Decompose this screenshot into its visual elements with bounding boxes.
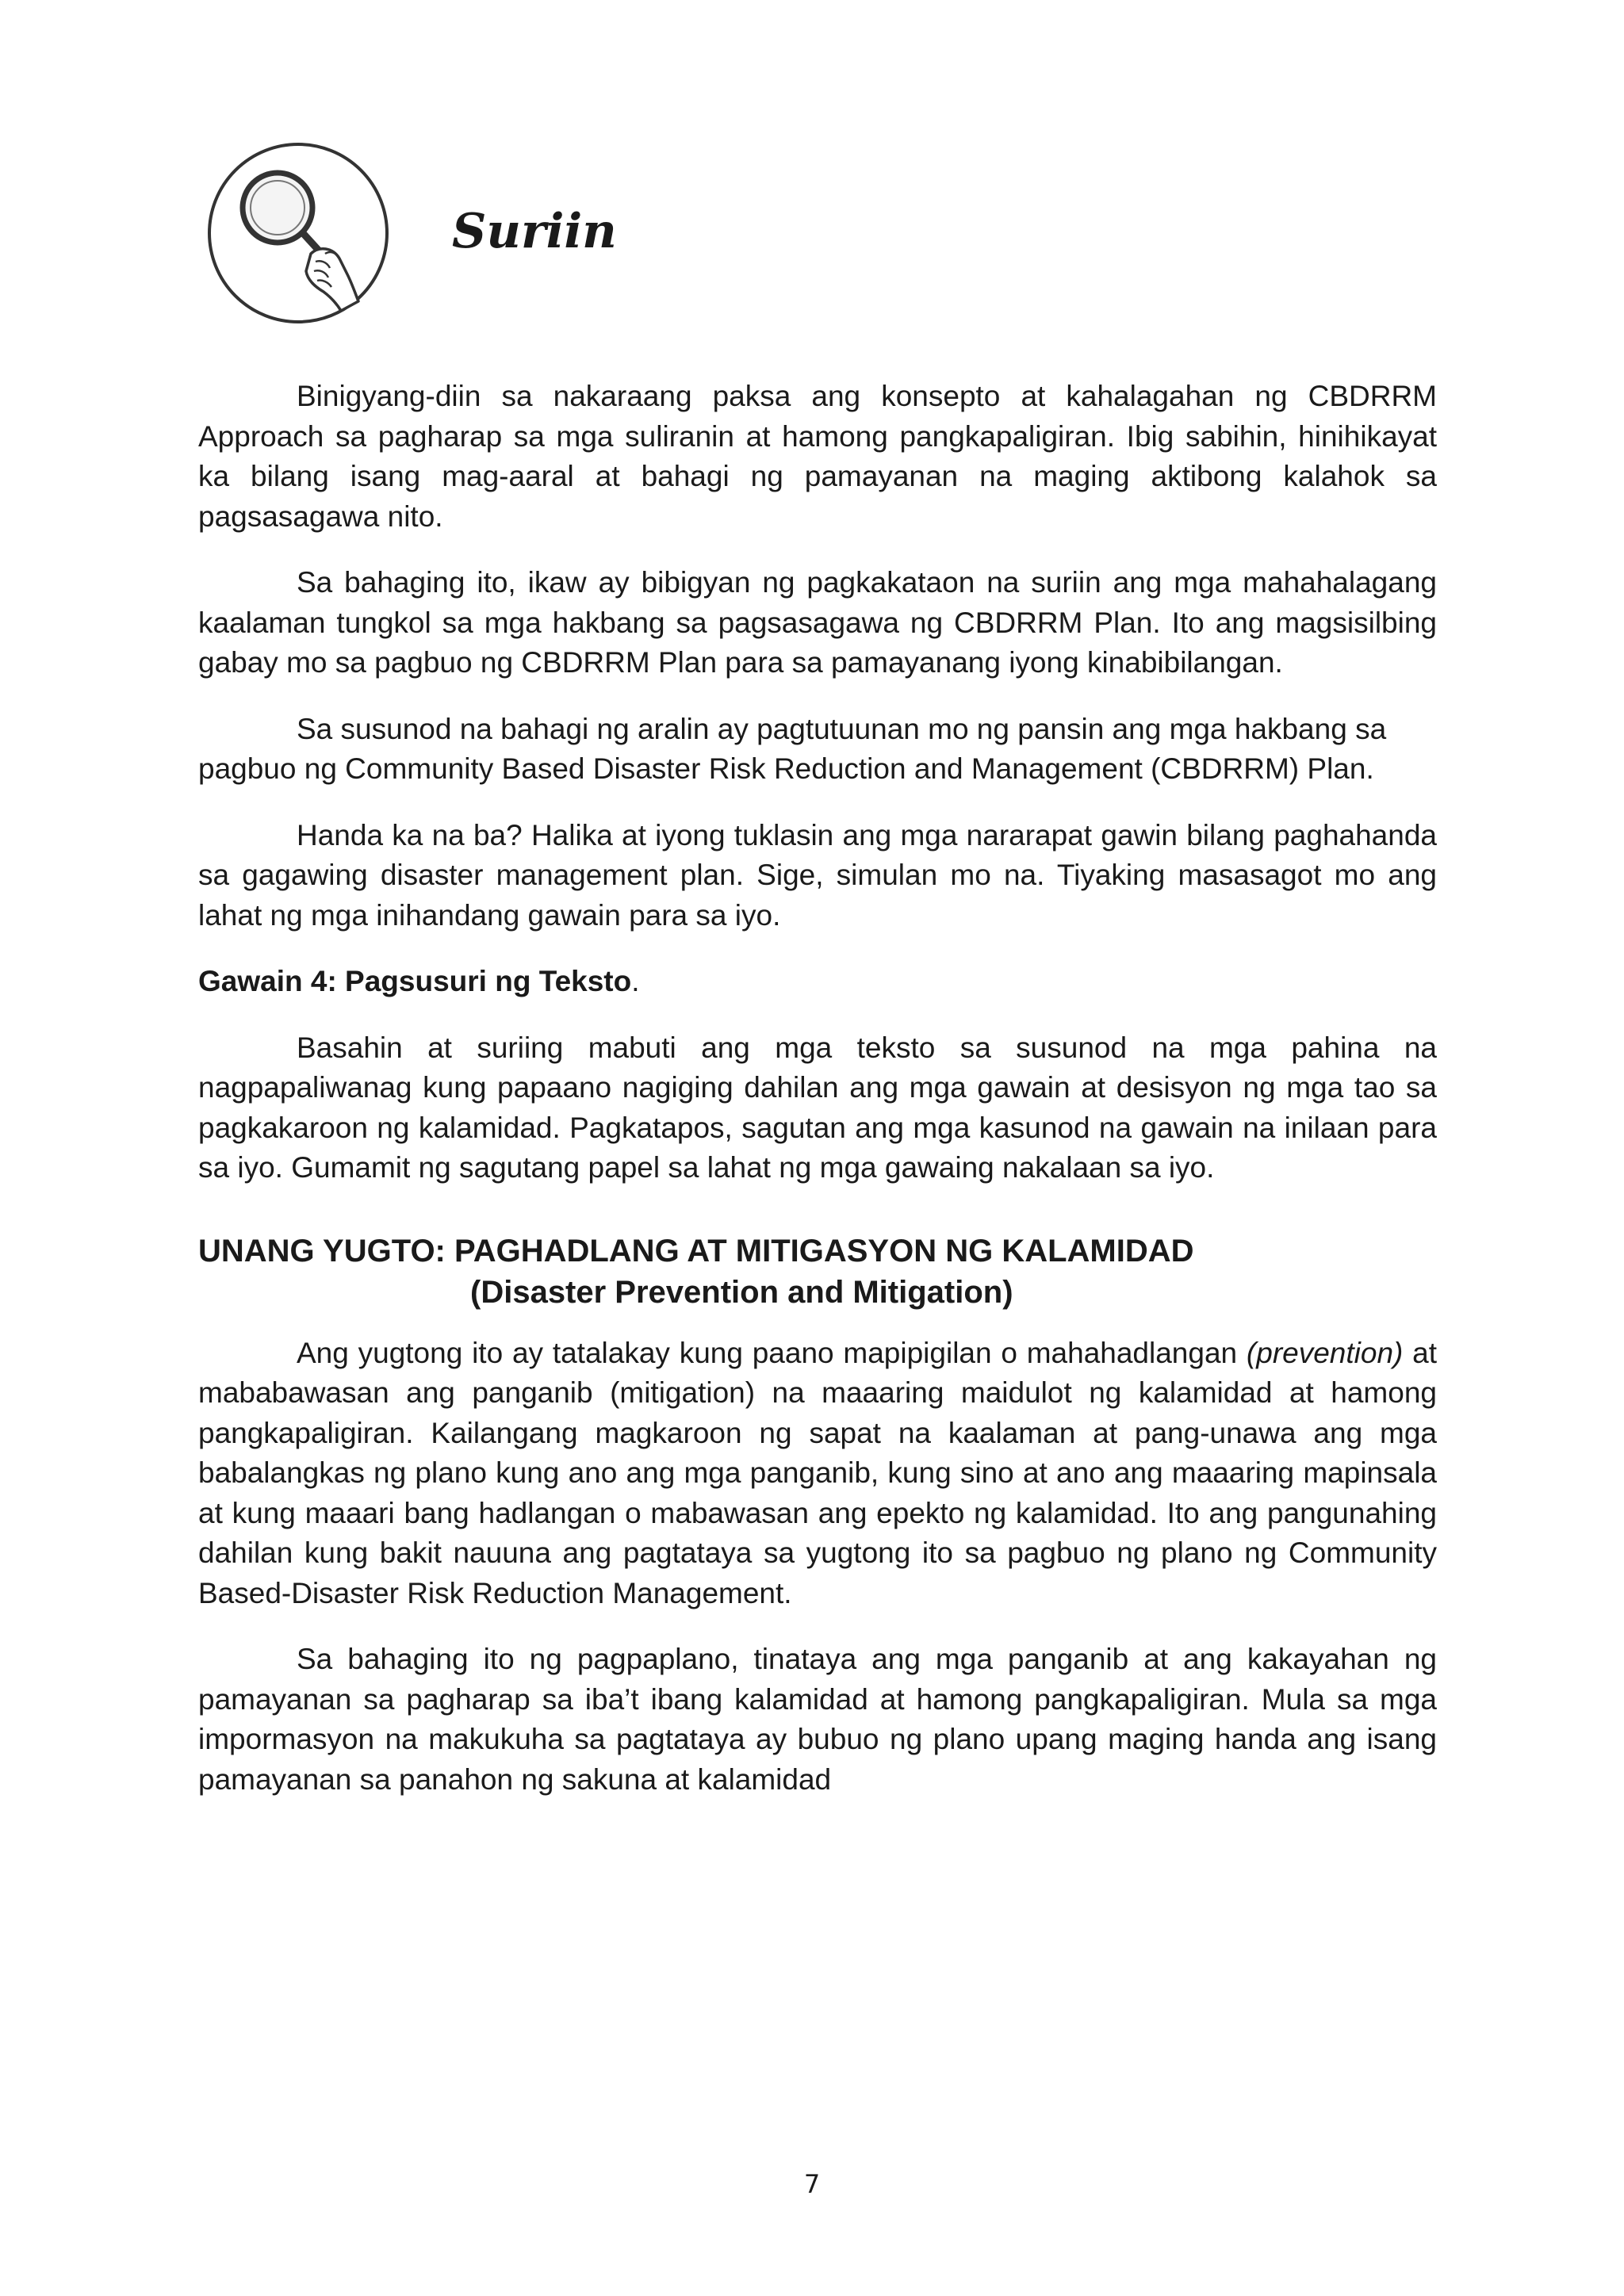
section-title: Suriin (452, 204, 617, 259)
intro-paragraph-3: Sa susunod na bahagi ng aralin ay pagtutuunan mo ng pansin ang mga hakbang sa pagbuo ng Community Based Disaster Risk Reduction and Management (CBDRRM) Plan. (198, 712, 1387, 785)
activity-instructions: Basahin at suriing mabuti ang mga teksto sa susunod na mga pahina na nagpapaliwanag kung papaano nagiging dahilan ang mga gawain at desisyon ng mga tao sa pagkakaroon ng kalamidad. Pagkatapos, sagutan ang mga kasunod na gawain na inilaan para sa iyo. Gumamit ng sagutang papel sa lahat ng mga gawaing nakalaan sa iyo. (198, 1031, 1437, 1184)
stage-paragraph-1 (198, 1334, 1437, 1614)
page-number: 7 (803, 2169, 821, 2199)
stage-paragraph-1-start: Ang yugtong ito ay tatalakay kung paano mapipigilan o mahahadlangan (297, 1336, 1247, 1369)
activity-heading-period: . (631, 965, 640, 997)
activity-heading-label: Gawain 4: Pagsusuri ng Teksto (198, 965, 632, 997)
activity-heading (198, 962, 1437, 1002)
stage-subtitle: (Disaster Prevention and Mitigation) (470, 1274, 1013, 1310)
stage-paragraph-1-rest: at mababawasan ang panganib (mitigation) na maaaring maidulot ng kalamidad at hamong pangkapaligiran. Kailangang magkaroon ng sapat na kaalaman at pang-unawa ang mga babalangkas ng plano kung ano ang mga panganib, kung sino at ano ang maaaring mapinsala at kung maaari bang hadlangan o mabawasan ang epekto ng kalamidad. Ito ang pangunahing dahilan kung bakit nauuna ang pagtataya sa yugtong ito sa pagbuo ng plano ng Community Based-Disaster Risk Reduction Management. (198, 1336, 1438, 1609)
stage-heading (198, 1230, 1437, 1313)
main-content (198, 377, 1437, 1826)
magnifying-glass-in-hand-icon (200, 135, 396, 331)
stage-paragraph-1-italic: (prevention) (1246, 1336, 1404, 1369)
stage-title: UNANG YUGTO: PAGHADLANG AT MITIGASYON NG KALAMIDAD (198, 1233, 1194, 1269)
intro-paragraph-2: Sa bahaging ito, ikaw ay bibigyan ng pagkakataon na suriin ang mga mahahalagang kaalaman tungkol sa mga hakbang sa pagsasagawa ng CBDRRM Plan. Ito ang magsisilbing gabay mo sa pagbuo ng CBDRRM Plan para sa pamayanang iyong kinabibilangan. (198, 566, 1437, 679)
stage-paragraph-2: Sa bahaging ito ng pagpaplano, tinataya ang mga panganib at ang kakayahan ng pamayanan sa pagharap sa iba’t ibang kalamidad at hamong pangkapaligiran. Mula sa mga impormasyon na makukuha sa pagtataya ay bubuo ng plano upang maging handa ang isang pamayanan sa panahon ng sakuna at kalamidad (198, 1643, 1437, 1796)
intro-paragraph-4: Handa ka na ba? Halika at iyong tuklasin ang mga nararapat gawin bilang paghahanda sa gagawing disaster management plan. Sige, simulan mo na. Tiyaking masasagot mo ang lahat ng mga inihandang gawain para sa iyo. (198, 818, 1437, 932)
intro-paragraph-1: Binigyang-diin sa nakaraang paksa ang konsepto at kahalagahan ng CBDRRM Approach sa pagharap sa mga suliranin at hamong pangkapaligiran. Ibig sabihin, hinihikayat ka bilang isang mag-aaral at bahagi ng pamayanan na maging aktibong kalahok sa pagsasagawa nito. (198, 380, 1437, 533)
